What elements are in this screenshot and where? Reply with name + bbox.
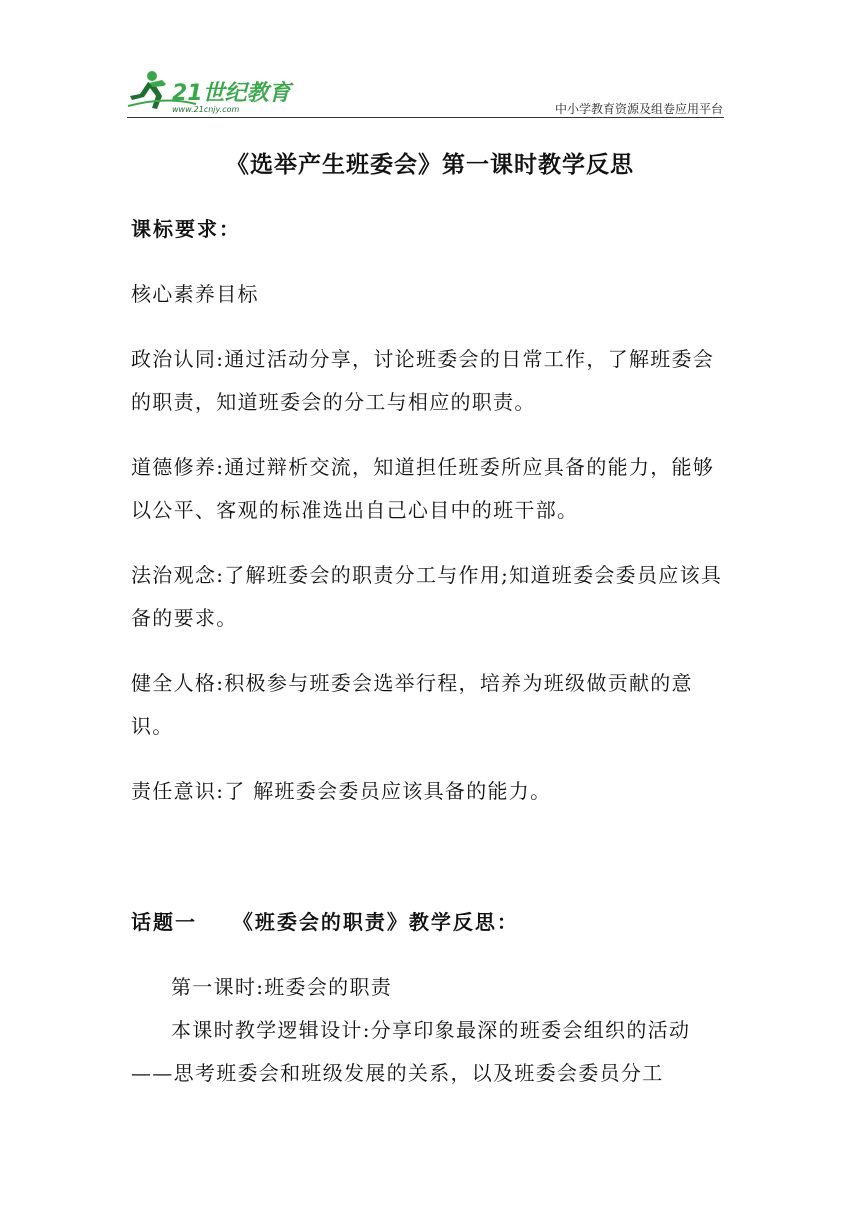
- platform-tagline: 中小学教育资源及组卷应用平台: [554, 102, 723, 116]
- document-title: 《选举产生班委会》第一课时教学反思: [226, 151, 634, 178]
- paragraph-responsibility: 责任意识:了 解班委会委员应该具备的能力。: [131, 779, 552, 803]
- paragraph-moral: 道德修养:通过辩析交流，知道担任班委所应具备的能力，能够以公平、客观的标准选出自己心目中的班干部。: [131, 455, 715, 522]
- header-divider: [127, 117, 724, 118]
- topic-heading: 话题一 《班委会的职责》教学反思：: [131, 910, 519, 934]
- document-body: [131, 208, 729, 1095]
- logo-runner-icon: [126, 66, 306, 116]
- page-header: [0, 0, 860, 120]
- logo: [126, 66, 306, 116]
- design-line: 本课时教学逻辑设计:分享印象最深的班委会组织的活动——思考班委会和班级发展的关系，以及班委会委员分工: [131, 1018, 691, 1085]
- paragraph-political: 政治认同:通过活动分享，讨论班委会的日常工作，了解班委会的职责，知道班委会的分工与相应的职责。: [131, 347, 715, 414]
- section-heading: 课标要求：: [131, 217, 241, 241]
- lesson-line: 第一课时:班委会的职责: [171, 975, 393, 999]
- logo-wordmark: 21世纪教育: [172, 81, 291, 106]
- logo-url: www.21cnjy.com: [172, 105, 240, 114]
- subheading: 核心素养目标: [131, 282, 259, 306]
- paragraph-law: 法治观念:了解班委会的职责分工与作用;知道班委会委员应该具备的要求。: [131, 563, 723, 630]
- paragraph-personality: 健全人格:积极参与班委会选举行程，培养为班级做贡献的意识。: [131, 671, 693, 738]
